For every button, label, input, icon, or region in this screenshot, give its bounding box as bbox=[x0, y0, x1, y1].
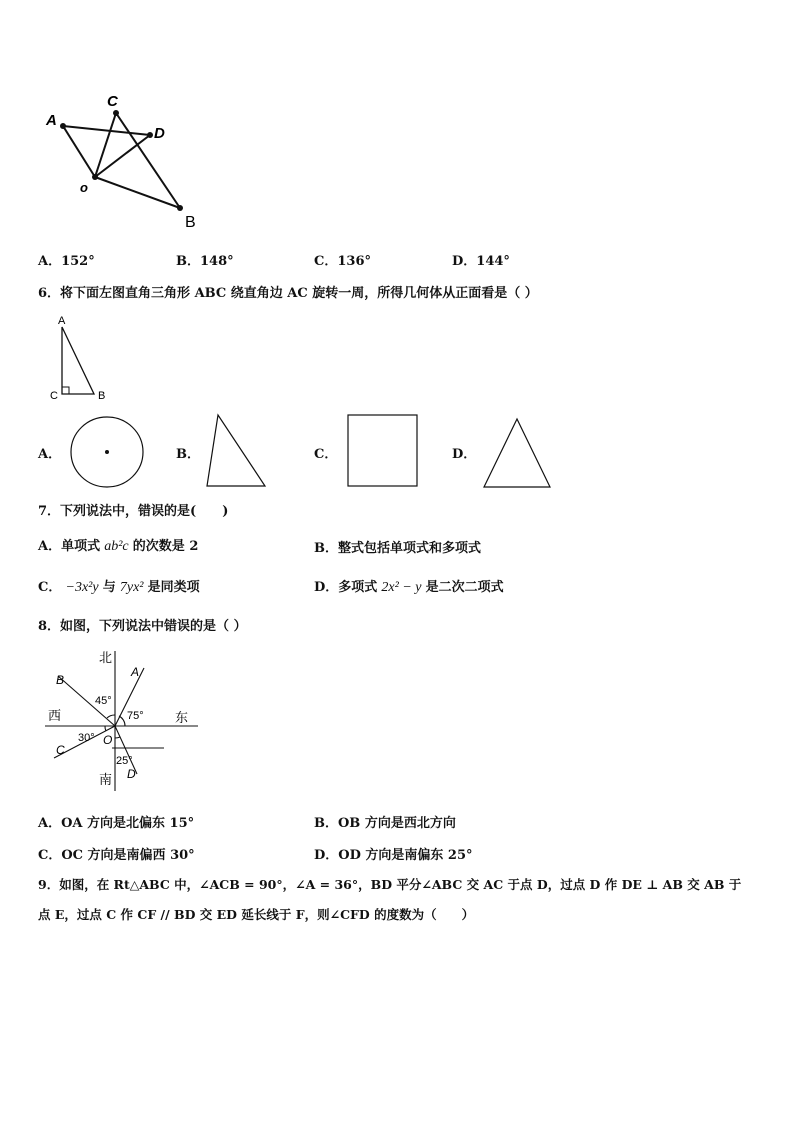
q8-stem: 8．如图，下列说法中错误的是（ ） bbox=[38, 619, 247, 634]
q8-label-east: 东 bbox=[175, 710, 189, 725]
q7-d-math: 2x² − y bbox=[381, 580, 422, 595]
q7-option-c bbox=[38, 576, 200, 596]
q5-label-o: o bbox=[80, 180, 88, 195]
q8-label-west: 西 bbox=[48, 708, 62, 723]
q8-label-d: D bbox=[127, 767, 136, 781]
q5-label-a: A bbox=[46, 112, 57, 129]
q7-d-prefix: D．多项式 bbox=[314, 580, 378, 595]
q5-option-d: D．144° bbox=[452, 254, 510, 269]
q5-option-b: B．148° bbox=[176, 254, 234, 269]
q8-option-b: B．OB 方向是西北方向 bbox=[314, 816, 456, 831]
q5-label-b: B bbox=[185, 214, 196, 231]
q8-label-b: B bbox=[56, 673, 65, 687]
q7-c-suffix: 是同类项 bbox=[147, 580, 200, 595]
q8-label-north: 北 bbox=[99, 650, 113, 665]
q6-option-b-triangle bbox=[204, 412, 270, 490]
q8-option-a: A．OA 方向是北偏东 15° bbox=[38, 816, 195, 831]
q8-label-o: O bbox=[103, 733, 113, 747]
q8-option-c: C．OC 方向是南偏西 30° bbox=[38, 848, 195, 863]
q7-option-a bbox=[38, 535, 198, 555]
q7-option-d bbox=[314, 576, 504, 596]
q7-c-prefix: C． bbox=[38, 580, 62, 595]
q6-option-c-square bbox=[346, 413, 420, 489]
q7-a-prefix: A．单项式 bbox=[38, 539, 101, 554]
q6-triangle-figure bbox=[48, 312, 118, 404]
q8-label-25: 25° bbox=[116, 755, 133, 767]
q6-stem: 6．将下面左图直角三角形 ABC 绕直角边 AC 旋转一周，所得几何体从正面看是（ ） bbox=[38, 286, 538, 301]
q8-label-a: A bbox=[131, 665, 140, 679]
q5-label-c: C bbox=[107, 93, 118, 110]
q6-label-a: A bbox=[58, 315, 66, 327]
q6-option-a-letter: A． bbox=[38, 447, 62, 462]
q8-label-45: 45° bbox=[95, 695, 112, 707]
q7-c-mid: 与 bbox=[102, 580, 116, 595]
q9-line-2: 点 E，过点 C 作 CF // BD 交 ED 延长线于 F，则∠CFD 的度数为（ ） bbox=[38, 907, 475, 922]
q6-label-c: C bbox=[50, 390, 58, 402]
q7-c-math: −3x²y bbox=[65, 580, 99, 595]
q8-label-75: 75° bbox=[127, 710, 144, 722]
q7-stem: 7．下列说法中，错误的是( ) bbox=[38, 504, 229, 519]
q8-option-d: D．OD 方向是南偏东 25° bbox=[314, 848, 473, 863]
q7-a-suffix: 的次数是 2 bbox=[132, 539, 199, 554]
q6-option-a-circle bbox=[68, 414, 148, 490]
q5-figure bbox=[40, 86, 210, 231]
q8-compass-figure bbox=[40, 646, 205, 796]
q8-label-c: C bbox=[56, 743, 65, 757]
q6-option-d-triangle bbox=[482, 416, 554, 490]
q6-option-b-letter: B． bbox=[176, 447, 200, 462]
q6-label-b: B bbox=[98, 390, 106, 402]
q7-option-b: B．整式包括单项式和多项式 bbox=[314, 541, 481, 556]
q9-line-1: 9．如图，在 Rt△ABC 中，∠ACB = 90°，∠A = 36°，BD 平分∠ABC 交 AC 于点 D，过点 D 作 DE ⊥ AB 交 AB 于 bbox=[38, 877, 742, 892]
q6-option-c-letter: C． bbox=[314, 447, 338, 462]
q6-option-d-letter: D． bbox=[452, 447, 477, 462]
q8-label-south: 南 bbox=[99, 772, 113, 787]
q5-option-a: A．152° bbox=[38, 254, 95, 269]
q7-a-math: ab²c bbox=[104, 539, 129, 554]
q5-label-d: D bbox=[154, 125, 165, 142]
q5-option-c: C．136° bbox=[314, 254, 371, 269]
q8-label-30: 30° bbox=[78, 732, 95, 744]
q7-d-suffix: 是二次二项式 bbox=[425, 580, 504, 595]
q7-c-math2: 7yx² bbox=[119, 580, 144, 595]
